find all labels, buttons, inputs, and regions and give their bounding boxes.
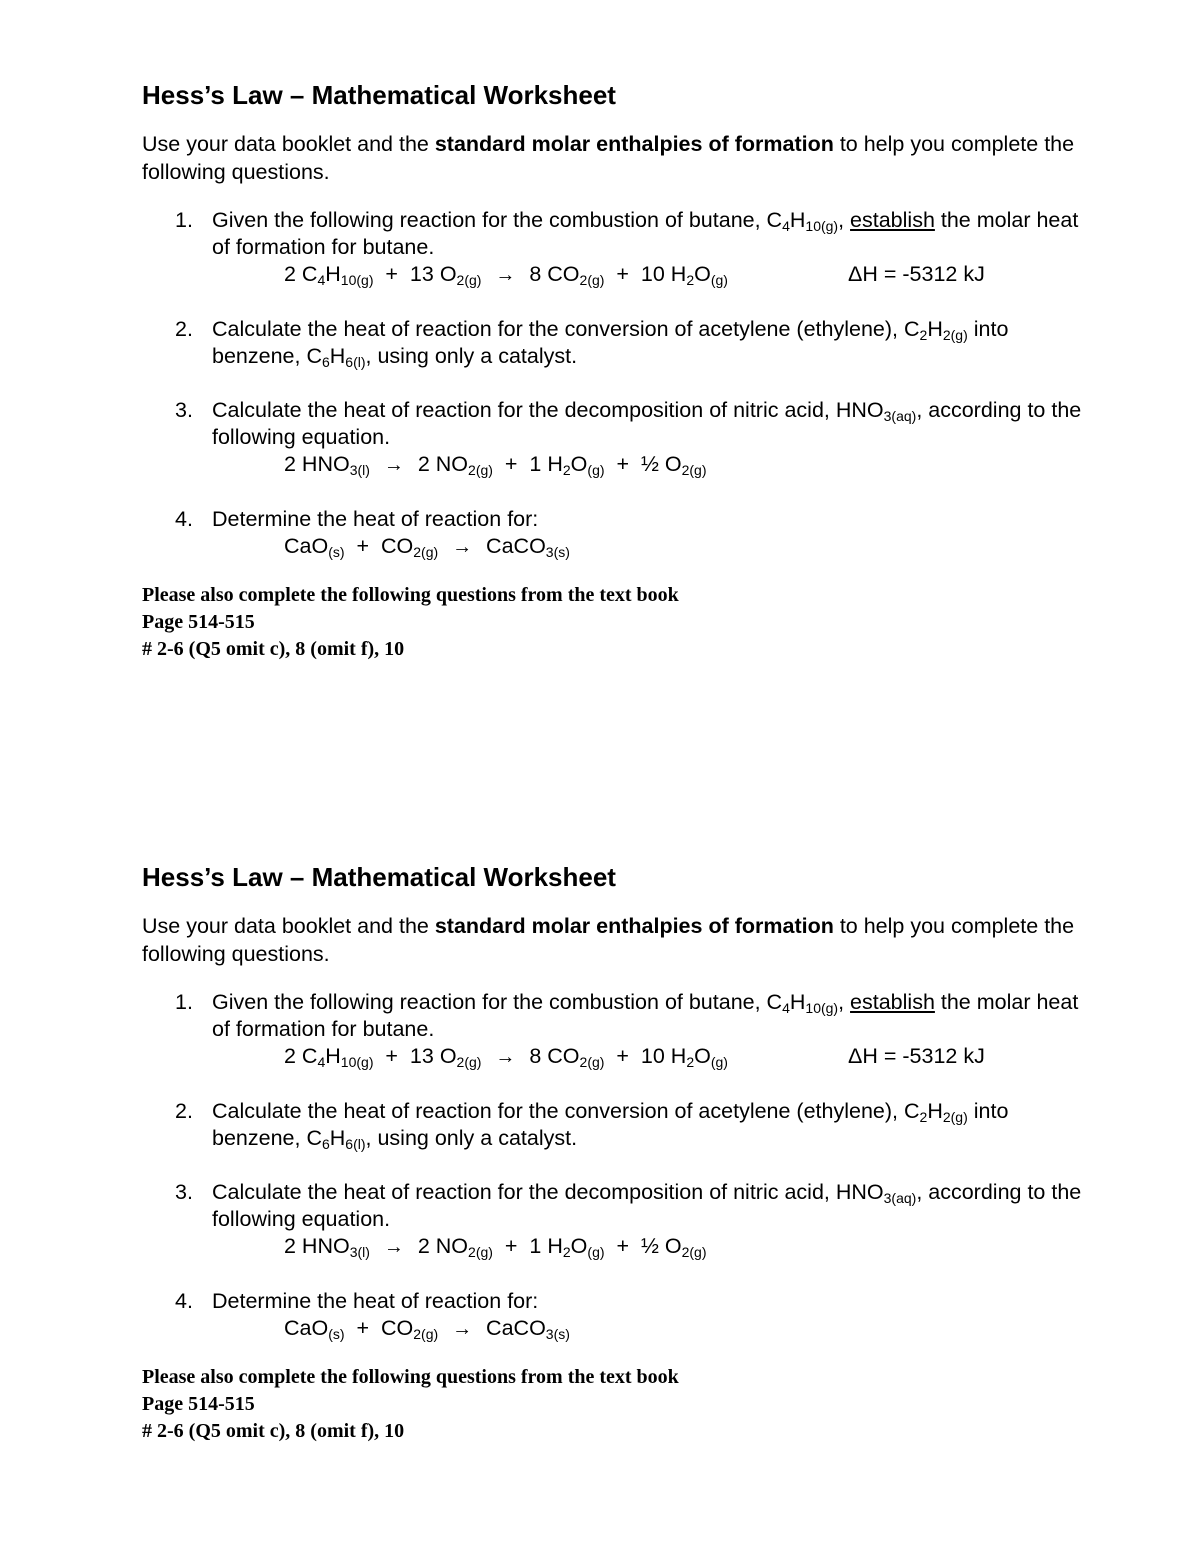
underlined-word: establish (850, 990, 935, 1014)
arrow-icon: → (383, 454, 404, 476)
arrow-icon: → (452, 1318, 473, 1340)
question-text: Calculate the heat of reaction for the conversion of acetylene (ethylene), $C_2H_{2(g)}$ into benzene, $C_6H_{6(l)}$, using only a catalyst. (212, 1099, 1009, 1152)
equation: 2 $C_4H_{10(g)} + 13$ $O_{2(g)} \to 8$ $CO_{2(g)} + 10$ $H_2O_{(g)}$ ΔH = -5312 kJ (284, 1044, 985, 1070)
worksheet-top (142, 78, 1082, 663)
question-text: Calculate the heat of reaction for the decomposition of nitric acid, $HNO_{3(aq)}$, according to the following equation. (212, 1180, 1082, 1231)
question-number: 2. (175, 1099, 193, 1123)
question-number: 3. (175, 398, 193, 422)
question-2 (142, 1098, 1082, 1152)
worksheet-bottom (142, 860, 1082, 1445)
question-list (142, 207, 1082, 561)
question-list (142, 989, 1082, 1343)
arrow-icon: → (452, 536, 473, 558)
question-text: Given the following reaction for the combustion of butane, $C_4H_{10(g)}$, establish the molar heat of formation for butane. (212, 208, 1079, 259)
intro-bold-phrase: standard molar enthalpies of formation (434, 132, 834, 156)
enthalpy-value: ΔH = -5312 kJ (848, 1044, 985, 1068)
underlined-word: establish (850, 208, 935, 232)
arrow-icon: → (495, 264, 516, 286)
question-2 (142, 316, 1082, 370)
question-number: 1. (175, 208, 193, 232)
worksheet-title: Hess’s Law – Mathematical Worksheet (142, 80, 616, 110)
equation: $CaO_{(s)} + CO_{2(g)}$ → CaCO$_{3(s)}$ (284, 534, 570, 560)
question-text: Determine the heat of reaction for: (212, 507, 539, 531)
question-text: Calculate the heat of reaction for the conversion of acetylene (ethylene), $C_2H_{2(g)}$ into benzene, $C_6H_{6(l)}$, using only a catalyst. (212, 317, 1009, 370)
enthalpy-value: ΔH = -5312 kJ (848, 262, 985, 286)
textbook-instructions: Please also complete the following questions from the text book Page 514-515 # 2-6 (Q5 omit c), 8 (omit f), 10 (142, 584, 679, 660)
question-4 (142, 1288, 1082, 1343)
question-3 (142, 1179, 1082, 1261)
question-4 (142, 506, 1082, 561)
question-1 (142, 989, 1082, 1071)
question-1 (142, 207, 1082, 289)
question-number: 2. (175, 317, 193, 341)
question-number: 4. (175, 507, 193, 531)
arrow-icon: → (495, 1046, 516, 1068)
intro-paragraph: Use your data booklet and the standard molar enthalpies of formation to help you complete the following questions. (142, 132, 1075, 184)
intro-paragraph: Use your data booklet and the standard molar enthalpies of formation to help you complete the following questions. (142, 914, 1075, 966)
question-text: Determine the heat of reaction for: (212, 1289, 539, 1313)
textbook-instructions: Please also complete the following questions from the text book Page 514-515 # 2-6 (Q5 omit c), 8 (omit f), 10 (142, 1366, 679, 1442)
worksheet-title: Hess’s Law – Mathematical Worksheet (142, 862, 616, 892)
equation: 2 $HNO_{3(l)} \to 2$ $NO_{2(g)} + 1$ $H_2O_{(g)}$ + ½ $O_{2(g)}$ (284, 1234, 707, 1260)
question-text: Calculate the heat of reaction for the decomposition of nitric acid, $HNO_{3(aq)}$, according to the following equation. (212, 398, 1082, 449)
intro-bold-phrase: standard molar enthalpies of formation (434, 914, 834, 938)
question-text: Given the following reaction for the combustion of butane, $C_4H_{10(g)}$, establish the molar heat of formation for butane. (212, 990, 1079, 1041)
equation: $CaO_{(s)} + CO_{2(g)}$ → CaCO$_{3(s)}$ (284, 1316, 570, 1342)
equation: 2 $HNO_{3(l)} \to 2$ $NO_{2(g)} + 1$ $H_2O_{(g)}$ + ½ $O_{2(g)}$ (284, 452, 707, 478)
question-3 (142, 397, 1082, 479)
question-number: 3. (175, 1180, 193, 1204)
arrow-icon: → (383, 1236, 404, 1258)
question-number: 1. (175, 990, 193, 1014)
question-number: 4. (175, 1289, 193, 1313)
equation: 2 $C_4H_{10(g)} + 13$ $O_{2(g)} \to 8$ $CO_{2(g)} + 10$ $H_2O_{(g)}$ ΔH = -5312 kJ (284, 262, 985, 288)
